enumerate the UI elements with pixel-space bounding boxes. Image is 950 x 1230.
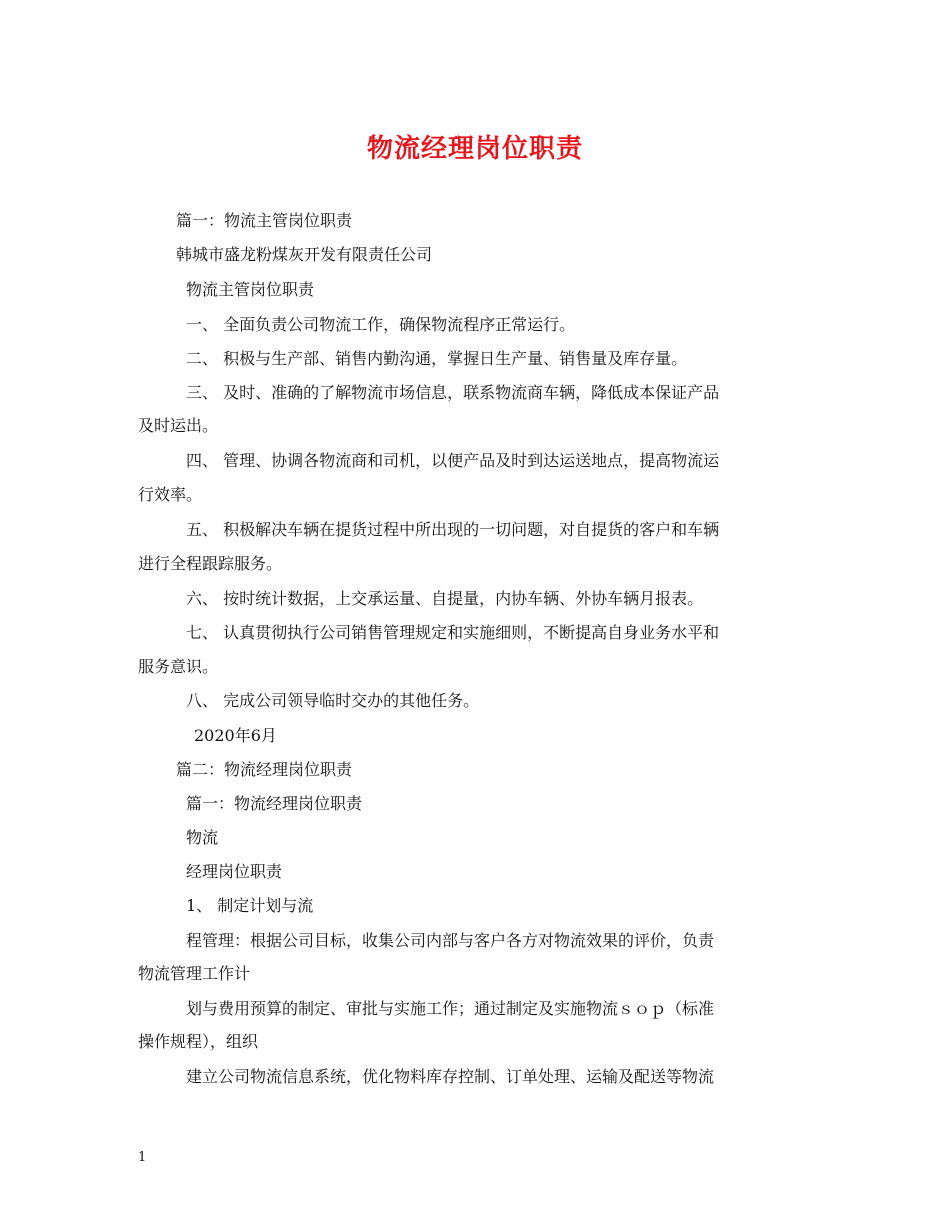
paragraph-line: 程管理：根据公司目标，收集公司内部与客户各方对物流效果的评价，负责 [186,931,715,950]
paragraph-line: 三、 及时、准确的了解物流市场信息，联系物流商车辆，降低成本保证产品 [186,383,720,402]
paragraph-line: 操作规程），组织 [138,1032,259,1051]
paragraph-line: 八、 完成公司领导临时交办的其他任务。 [186,691,480,710]
paragraph-line: 行效率。 [138,485,203,504]
paragraph-line: 建立公司物流信息系统，优化物料库存控制、订单处理、运输及配送等物流 [186,1067,715,1086]
paragraph-line: 韩城市盛龙粉煤灰开发有限责任公司 [176,245,433,264]
paragraph-line: 七、 认真贯彻执行公司销售管理规定和实施细则，不断提高自身业务水平和 [186,623,720,642]
paragraph-line: 划与费用预算的制定、审批与实施工作；通过制定及实施物流ｓｏｐ（标准 [186,999,715,1018]
paragraph-line: 一、 全面负责公司物流工作，确保物流程序正常运行。 [186,315,576,334]
paragraph-line: 物流管理工作计 [138,964,251,983]
document-title: 物流经理岗位职责 [366,134,583,164]
paragraph-line: 及时运出。 [138,416,219,435]
paragraph-line: 物流主管岗位职责 [186,280,315,299]
paragraph-line: 进行全程跟踪服务。 [138,554,283,573]
paragraph-line: 经理岗位职责 [186,862,283,881]
paragraph-line: 物流 [186,828,219,847]
paragraph-line: 篇一：物流经理岗位职责 [186,794,363,813]
paragraph-line: 五、 积极解决车辆在提货过程中所出现的一切问题，对自提货的客户和车辆 [186,520,720,539]
paragraph-line: 六、 按时统计数据，上交承运量、自提量，内协车辆、外协车辆月报表。 [186,589,704,608]
section-heading: 篇二：物流经理岗位职责 [176,760,353,779]
paragraph-line: 1、 制定计划与流 [186,896,314,915]
paragraph-line: 二、 积极与生产部、销售内勤沟通，掌握日生产量、销售量及库存量。 [186,349,688,368]
page-number: 1 [138,1150,147,1165]
paragraph-line: 篇一：物流主管岗位职责 [176,211,353,230]
paragraph-line: 服务意识。 [138,657,219,676]
paragraph-line: 四、 管理、协调各物流商和司机，以便产品及时到达运送地点，提高物流运 [186,451,720,470]
date-line: 2020年6月 [194,726,277,745]
